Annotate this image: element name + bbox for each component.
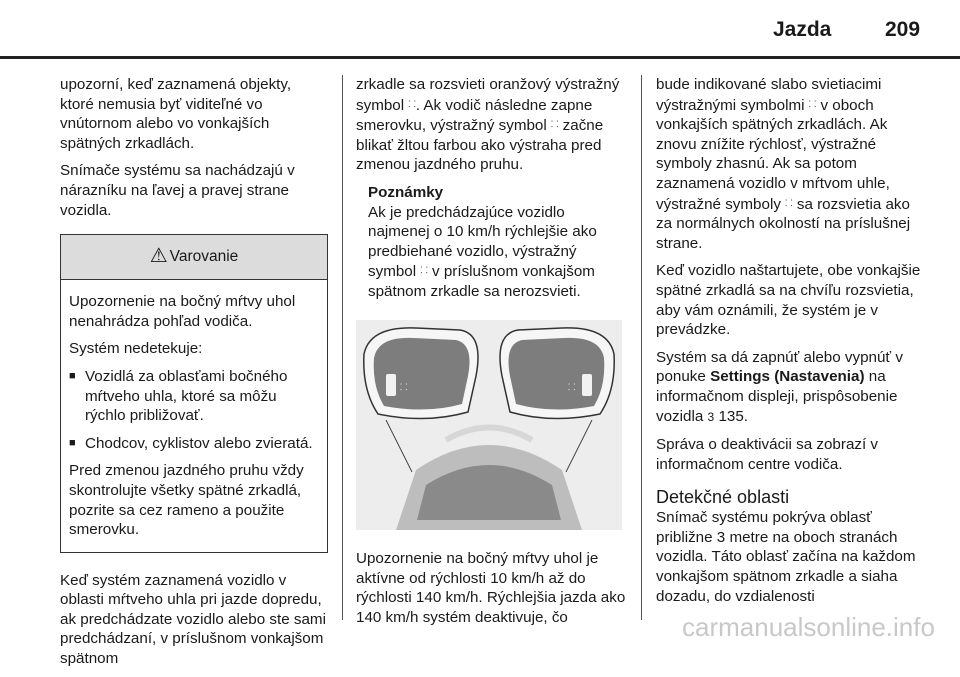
blind-spot-icon: ⸬ xyxy=(808,98,817,109)
text-run: zrkadle sa rozsvieti oranžový výstražný symbol xyxy=(356,76,620,114)
paragraph: Keď systém zaznamená vozidlo v oblasti mŕtveho uhla pri jazde dopredu, ak predchádzate vozidlo alebo ste sami predchádzaní, v príslušnom vonkajšom spätnom xyxy=(60,571,326,668)
header-rule xyxy=(0,56,960,59)
warning-body xyxy=(61,280,327,552)
text-run: Systém sa dá zapnúť alebo vypnúť v ponuke xyxy=(656,348,903,386)
text-run: začne blikať žltou farbou ako výstraha pred zmenou jazdného pruhu. xyxy=(356,117,604,174)
text-run: bude indikované slabo svietiacimi výstražnými symbolmi xyxy=(656,76,882,114)
paragraph: upozorní, keď zaznamená objekty, ktoré nemusia byť viditeľné vo vnútornom alebo vo vonkajších spätných zrkadlách. xyxy=(60,76,292,152)
page-reference-icon: 3 xyxy=(707,409,715,424)
paragraph xyxy=(656,75,928,253)
list-item xyxy=(69,367,319,426)
blind-spot-icon: ⸬ xyxy=(408,98,416,109)
text-run: Ak je predchádzajúce vozidlo najmenej o 10 km/h rýchlejšie ako predbiehané vozidlo, výstražný symbol xyxy=(368,203,597,281)
warning-text: Pred zmenou jazdného pruhu vždy skontrolujte všetky spätné zrkadlá, pozrite sa cez rameno a použite smerovku. xyxy=(69,462,304,539)
paragraph: Správa o deaktivácii sa zobrazí v informačnom centre vodiča. xyxy=(656,436,879,473)
note-title: Poznámky xyxy=(368,183,444,201)
text-run: . Ak vodič následne zapne smerovku, výstražný symbol xyxy=(356,96,593,135)
list-item-text: Vozidlá za oblasťami bočného mŕtveho uhla, ktoré sa môžu rýchlo približovať. xyxy=(85,367,288,425)
paragraph xyxy=(356,75,628,175)
paragraph: Upozornenie na bočný mŕtvy uhol je aktívne od rýchlosti 10 km/h až do rýchlosti 140 km/h. Rýchlejšia jazda ako 140 km/h systém deaktivuje, čo xyxy=(356,550,626,626)
svg-text:⸬: ⸬ xyxy=(568,382,576,393)
svg-text:⸬: ⸬ xyxy=(400,382,408,393)
paragraph: Snímače systému sa nachádzajú v nárazníku na ľavej a pravej strane vozidla. xyxy=(60,162,295,219)
mirror-illustration xyxy=(356,320,622,530)
column-divider xyxy=(641,75,642,620)
chapter-title: Jazda xyxy=(773,18,832,41)
note-text xyxy=(368,203,628,302)
warning-text: Systém nedetekuje: xyxy=(69,340,203,358)
column-1 xyxy=(60,75,328,677)
warning-title: Varovanie xyxy=(169,248,239,266)
bullet-icon: ■ xyxy=(69,369,76,382)
warning-icon: ⚠ xyxy=(149,245,168,268)
blind-spot-icon: ⸬ xyxy=(785,197,793,208)
page-reference: 135. xyxy=(718,407,748,425)
bullet-icon: ■ xyxy=(69,436,76,449)
paragraph: Snímač systému pokrýva oblasť približne 3 metre na oboch stranách vozidla. Táto oblasť začína na každom vonkajšom spätnom zrkadle a siaha dozadu, do vzdialenosti xyxy=(656,509,916,605)
column-divider xyxy=(342,75,343,620)
page-header xyxy=(0,0,960,56)
blind-spot-icon: ⸬ xyxy=(420,265,428,276)
note-box xyxy=(368,183,628,302)
list-item xyxy=(69,434,319,454)
list-item-text: Chodcov, cyklistov alebo zvieratá. xyxy=(85,434,313,452)
paragraph: Keď vozidlo naštartujete, obe vonkajšie spätné zrkadlá sa na chvíľu rozsvietia, aby vám oznámili, že systém je v prevádzke. xyxy=(656,262,921,339)
page-number: 209 xyxy=(885,18,921,41)
text-run: sa rozsvietia ako za normálnych okolností na príslušnej strane. xyxy=(656,195,911,252)
text-run: v príslušnom vonkajšom spätnom zrkadle sa nerozsvieti. xyxy=(368,263,595,300)
column-3 xyxy=(656,75,928,614)
column-2 xyxy=(356,75,628,636)
text-run: na informačnom displeji, prispôsobenie vozidla xyxy=(656,368,898,425)
section-heading: Detekčné oblasti xyxy=(656,487,790,508)
blind-spot-icon: ⸬ xyxy=(550,119,559,130)
warning-text: Upozornenie na bočný mŕtvy uhol nenahrádza pohľad vodiča. xyxy=(69,293,296,330)
watermark: carmanualsonline.info xyxy=(682,612,935,642)
warning-header xyxy=(61,235,327,280)
paragraph xyxy=(656,348,928,427)
menu-name: Settings (Nastavenia) xyxy=(710,368,865,386)
text-run: v oboch vonkajších spätných zrkadlách. Ak znovu znížite rýchlosť, výstražné symboly zhasnú. Ak sa potom zaznamená vozidlo v mŕtvom uhle, výstražné symboly xyxy=(656,96,890,213)
warning-box xyxy=(60,234,328,553)
